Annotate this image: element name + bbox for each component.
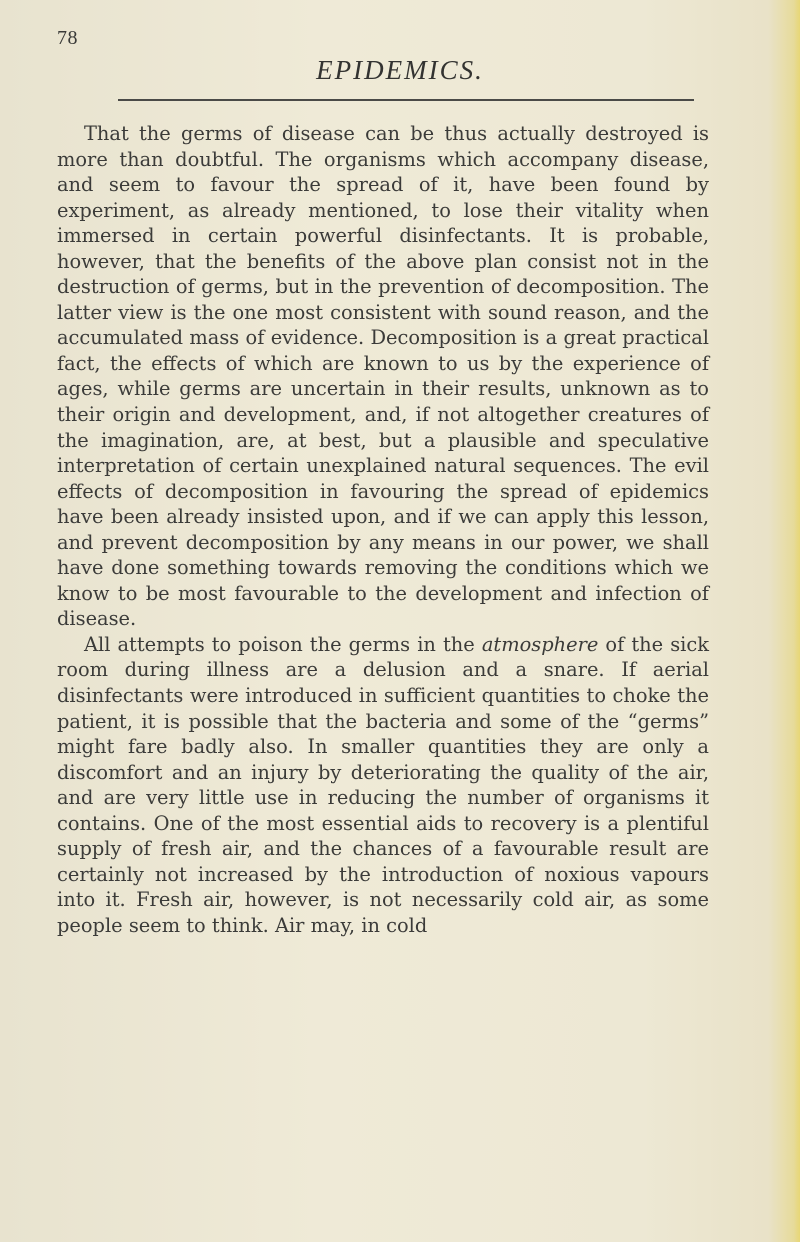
paragraph-2 <box>57 632 709 939</box>
running-head: EPIDEMICS. <box>316 55 484 85</box>
emphasized-word-atmosphere: atmosphere <box>481 632 599 656</box>
body-text <box>57 121 709 939</box>
paragraph-2-text-start: All attempts to poison the germs in the <box>84 632 482 656</box>
paragraph-2-text-rest: of the sick room during illness are a delusion and a snare. If aerial disinfectants were introduced in sufficient quantities to choke the patient, it is possible that the bacteria and some of the “germs” might fare badly also. In smaller quantities they are only a discomfort and an injury by deteriorating the quality of the air, and are very little use in reducing the number of organisms it contains. One of the most essential aids to recovery is a plentiful supply of fresh air, and the chances of a favourable result are certainly not increased by the introduction of noxious vapours into it. Fresh air, however, is not necessarily cold air, as some people seem to think. Air may, in cold <box>57 632 709 937</box>
paragraph-1 <box>57 121 709 632</box>
page-number: 78 <box>57 27 78 49</box>
header-rule <box>118 99 694 101</box>
paragraph-1-text: That the germs of disease can be thus actually destroyed is more than doubtful. The organisms which accompany disease, and seem to favour the spread of it, have been found by experiment, as already mentioned, to lose their vitality when immersed in certain powerful disinfectants. It is probable, however, that the benefits of the above plan consist not in the destruction of germs, but in the prevention of decomposition. The latter view is the one most consistent with sound reason, and the accumulated mass of evidence. Decomposition is a great practical fact, the effects of which are known to us by the experience of ages, while germs are uncertain in their results, unknown as to their origin and development, and, if not altogether creatures of the imagination, are, at best, but a plausible and speculative interpretation of certain unexplained natural sequences. The evil effects of decomposition in favouring the spread of epidemics have been already insisted upon, and if we can apply this lesson, and prevent decomposition by any means in our power, we shall have done something towards removing the conditions which we know to be most favourable to the development and infection of disease. <box>57 122 709 631</box>
page-edge-shading <box>794 0 800 1242</box>
